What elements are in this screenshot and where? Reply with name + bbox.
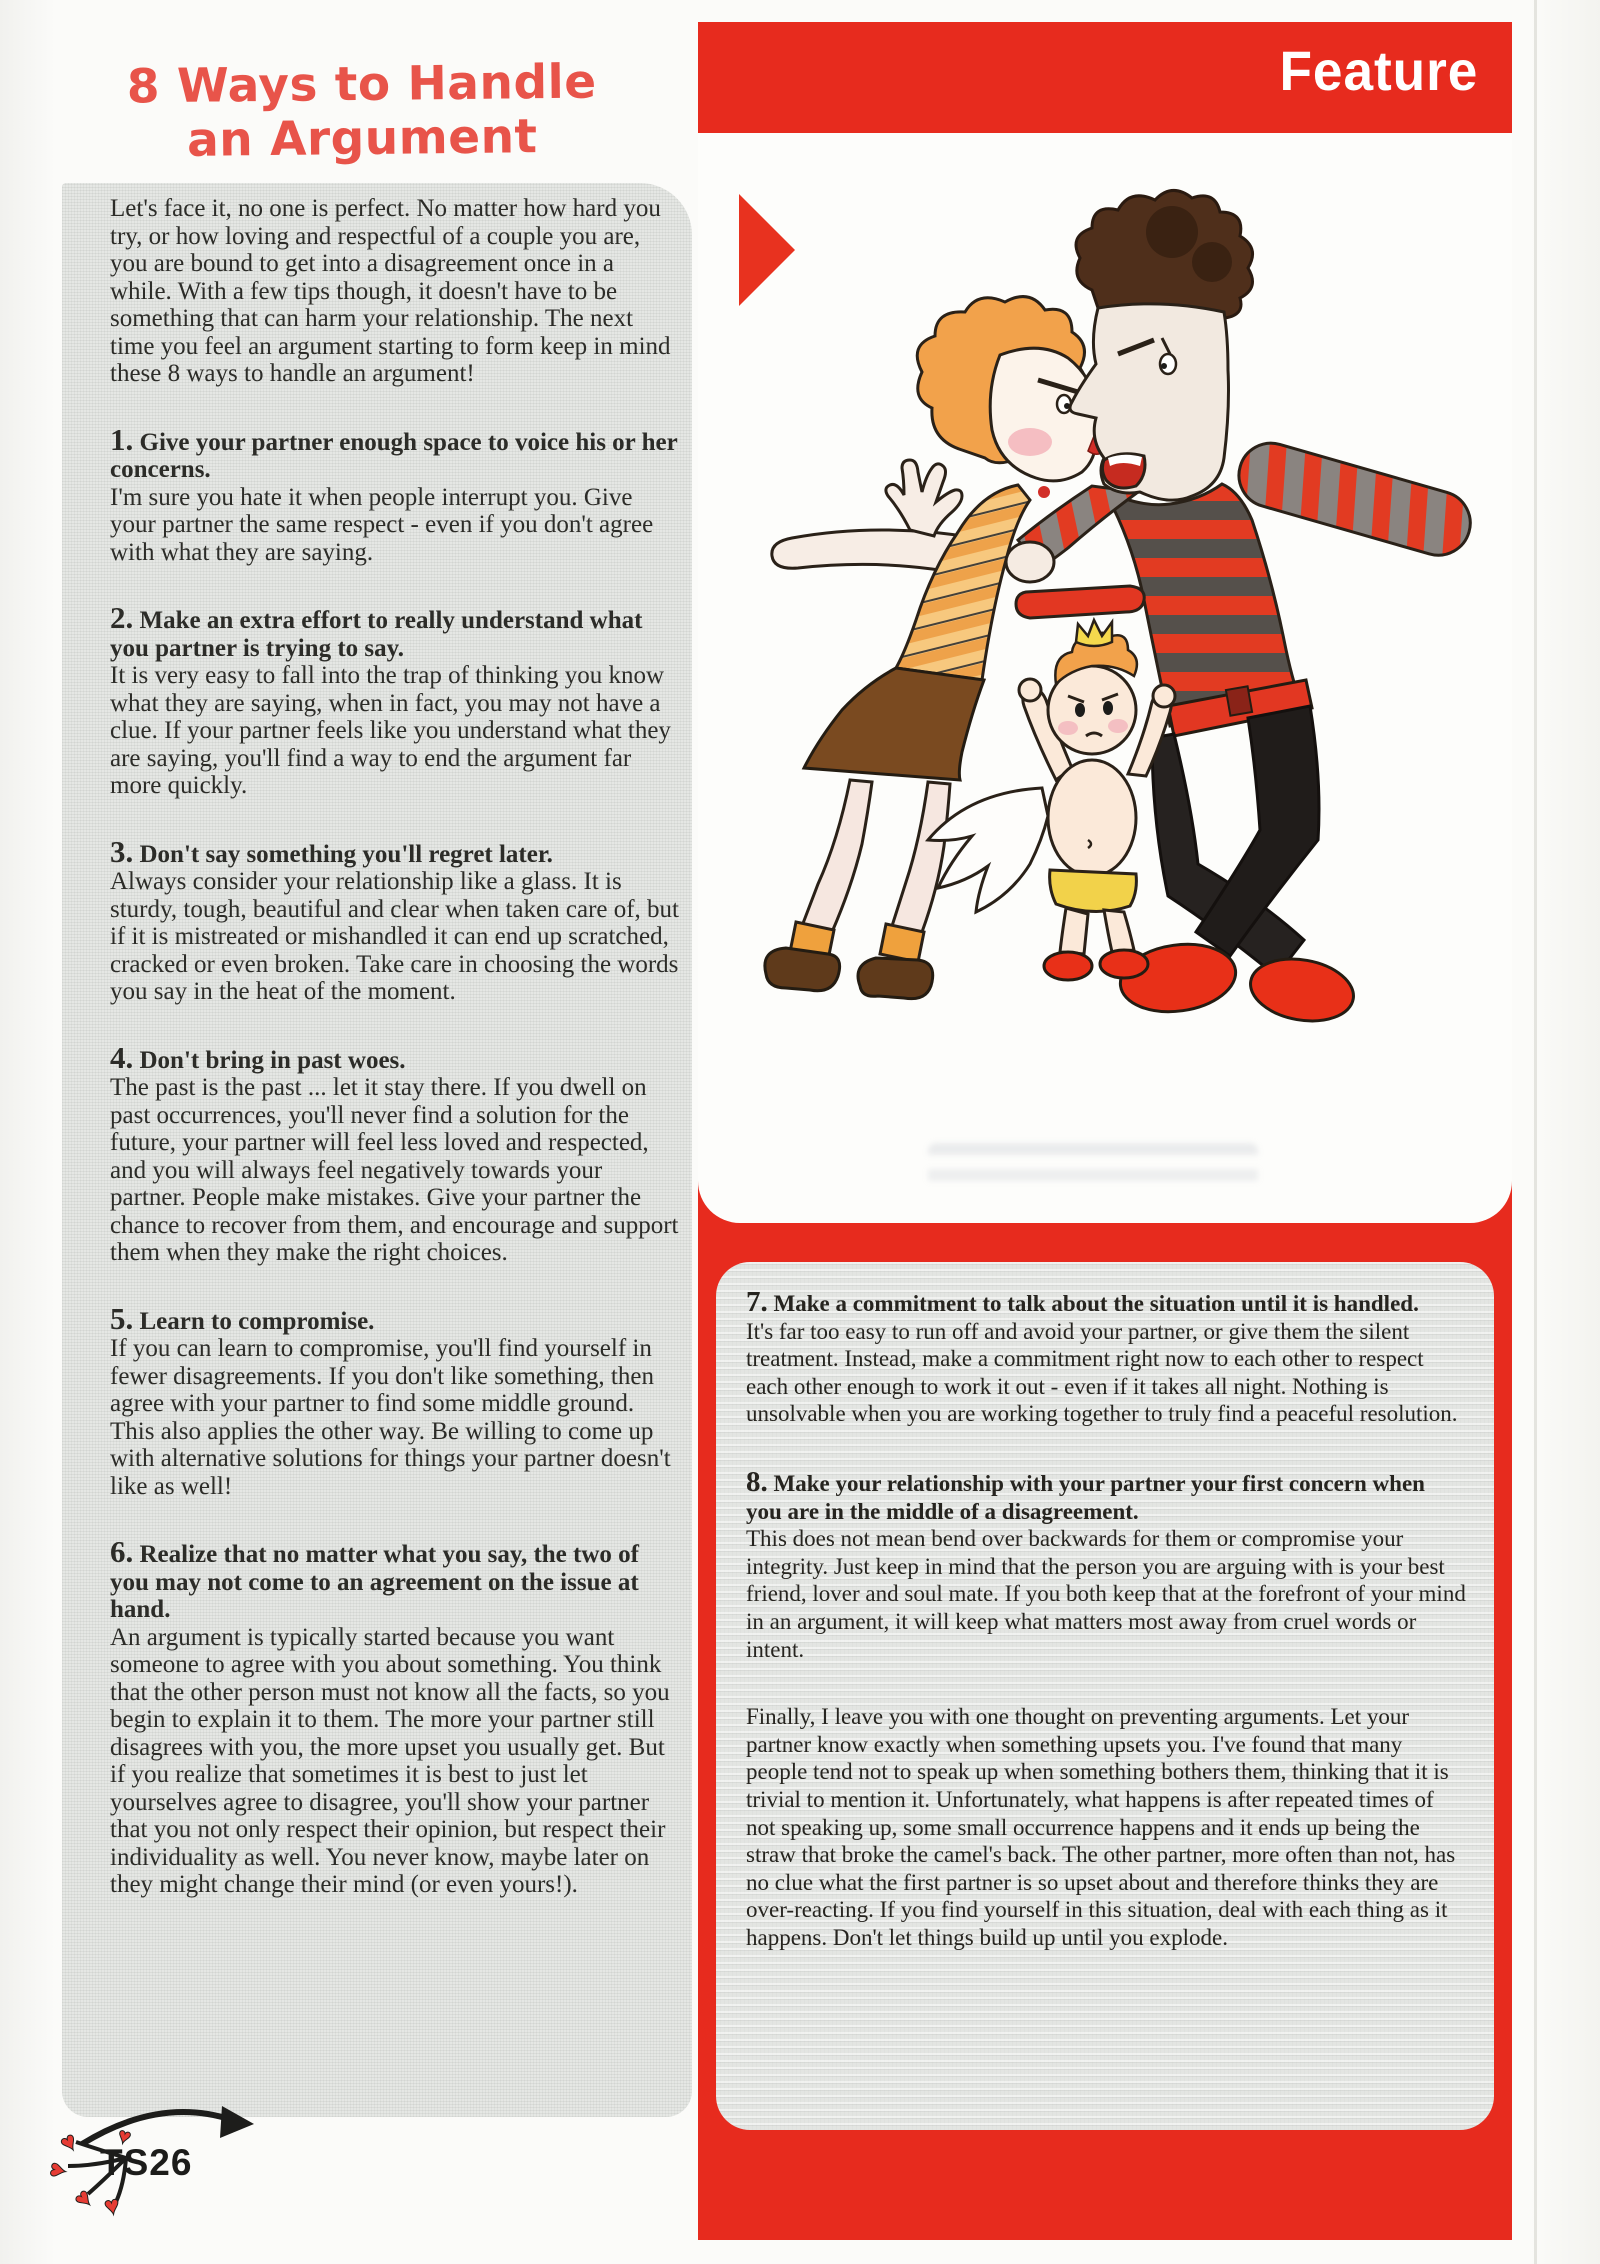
red-triangle-icon bbox=[739, 194, 795, 306]
point-6 bbox=[110, 1536, 682, 1899]
point-4-heading-text: Don't bring in past woes. bbox=[139, 1046, 406, 1074]
point-5 bbox=[110, 1300, 682, 1501]
point-8-body: This does not mean bend over backwards for them or compromise your integrity. Just keep in mind that the person you are arguing with is your best friend, lover and soul mate. If you both keep that at the forefront of your mind in an argument, it will keep what matters most away from cruel words or intent. bbox=[746, 1526, 1466, 1662]
feature-banner-label: Feature bbox=[1279, 39, 1478, 102]
point-6-heading bbox=[110, 1536, 682, 1624]
cupid-crown bbox=[1076, 620, 1112, 646]
svg-text:♥: ♥ bbox=[41, 2160, 73, 2181]
point-2-heading-text: Make an extra effort to really understand what you partner is trying to say. bbox=[110, 607, 643, 662]
point-6-heading-text: Realize that no matter what you say, the two of you may not come to an agreement on the issue at hand. bbox=[110, 1541, 639, 1623]
point-4-heading bbox=[110, 1039, 682, 1075]
cupid-diaper bbox=[1050, 870, 1137, 912]
point-4 bbox=[110, 1039, 682, 1267]
point-8-number: 8. bbox=[746, 1465, 768, 1498]
point-8 bbox=[746, 1465, 1466, 1663]
point-7-number: 7. bbox=[746, 1286, 768, 1318]
point-2-heading bbox=[110, 602, 682, 662]
point-7 bbox=[746, 1288, 1466, 1428]
point-5-body: If you can learn to compromise, you'll find yourself in fewer disagreements. If you don't like something, then agree with your partner to find some middle ground. This also applies the other way. Be willing to come up with alternative solutions for things your partner doesn't like as well! bbox=[110, 1335, 671, 1500]
svg-text:♥: ♥ bbox=[101, 2190, 123, 2222]
right-text-panel bbox=[716, 1262, 1494, 2130]
point-1-heading bbox=[110, 421, 682, 484]
point-3-body: Always consider your relationship like a glass. It is sturdy, tough, beautiful and clear when taken care of, but if it is mistreated or mishandled it can end up scratched, cracked or even broken. Take care in choosing the words you say in the heat of the moment. bbox=[110, 868, 680, 1005]
point-8-heading-text: Make your relationship with your partner your first concern when you are in the middle of a disagreement. bbox=[746, 1470, 1425, 1524]
man-extended-arm bbox=[1231, 436, 1477, 563]
left-text-column bbox=[62, 183, 692, 2117]
point-4-number: 4. bbox=[110, 1039, 134, 1075]
ts26-label: TS26 bbox=[100, 2142, 193, 2183]
point-4-body: The past is the past ... let it stay there. If you dwell on past occurrences, you'll never find a solution for the future, your partner will feel less loved and respected, and you will always feel negatively towards your partner. People make mistakes. Give your partner the chance to recover from them, and encourage and support them when they make the right choices. bbox=[110, 1074, 679, 1266]
point-3-heading-text: Don't say something you'll regret later. bbox=[139, 840, 553, 868]
article-title-line1: 8 Ways to Handle bbox=[126, 54, 597, 115]
svg-text:♥: ♥ bbox=[54, 2126, 83, 2159]
point-5-heading-text: Learn to compromise. bbox=[139, 1307, 375, 1335]
point-1-body: I'm sure you hate it when people interrupt you. Give your partner the same respect - even if you don't agree with what they are saying. bbox=[110, 483, 654, 566]
arrow-arc-icon bbox=[82, 2112, 232, 2144]
page-edge-shadow bbox=[1534, 0, 1537, 2264]
point-1-number: 1. bbox=[110, 421, 134, 457]
article-title bbox=[81, 55, 642, 169]
svg-text:♥: ♥ bbox=[67, 2182, 100, 2215]
point-3 bbox=[110, 833, 682, 1006]
point-1 bbox=[110, 421, 682, 567]
point-7-heading-text: Make a commitment to talk about the situation until it is handled. bbox=[773, 1291, 1419, 1316]
point-5-number: 5. bbox=[110, 1300, 134, 1336]
article-title-line2: an Argument bbox=[186, 109, 538, 168]
point-6-number: 6. bbox=[110, 1534, 134, 1569]
point-7-body: It's far too easy to run off and avoid your partner, or give them the silent treatment. Instead, make a commitment right now to each other to respect each other enough to work it out - even if it takes all night. Nothing is unsolvable when you are working together to truly find a peaceful resolution. bbox=[746, 1318, 1458, 1427]
point-2-number: 2. bbox=[110, 600, 134, 635]
arguing-couple-cartoon bbox=[700, 140, 1512, 1220]
point-6-body: An argument is typically started because you want someone to agree with you about something. You think that the other person must not know all the facts, so you begin to explain it to them. The more your partner still disagrees with you, the more upset you usually get. But if you realize that sometimes it is best to just let yourselves agree to disagree, you'll show your partner that you not only respect their opinion, but respect their individuality as well. You never know, maybe later on they might change their mind (or even yours!). bbox=[110, 1623, 670, 1898]
point-7-heading bbox=[746, 1288, 1466, 1318]
point-2-body: It is very easy to fall into the trap of thinking you know what they are saying, when in fact, you may not have a clue. If your partner feels like you understand what they are saying, you'll find a way to end the argument far more quickly. bbox=[110, 662, 671, 799]
point-1-heading-text: Give your partner enough space to voice his or her concerns. bbox=[110, 428, 678, 483]
intro-paragraph: Let's face it, no one is perfect. No matter how hard you try, or how loving and respectful of a couple you are, you are bound to get into a disagreement once in a while. With a few tips though, it doesn't have to be something that can harm your relationship. The next time you feel an argument starting to form keep in mind these 8 ways to handle an argument! bbox=[110, 195, 671, 387]
svg-text:♥: ♥ bbox=[114, 2122, 134, 2150]
man-face bbox=[1070, 304, 1229, 500]
closing-paragraph: Finally, I leave you with one thought on preventing arguments. Let your partner know exactly when something upsets you. I've found that many people tend not to speak up when something bothers them, thinking that it is trivial to mention it. Unfortunately, what happens is after repeated times of not speaking up, some small occurrence happens and it ends up being the straw that broke the camel's back. The other partner, more often than not, has no clue what the first partner is so upset about and therefore thinks they are over-reacting. If you find yourself in this situation, deal with each thing as it happens. Don't let things build up until you explode. bbox=[746, 1704, 1456, 1950]
point-8-heading bbox=[746, 1465, 1466, 1525]
ts26-logo bbox=[30, 2092, 310, 2232]
point-3-number: 3. bbox=[110, 833, 134, 869]
point-2 bbox=[110, 602, 682, 800]
point-5-heading bbox=[110, 1300, 682, 1336]
point-3-heading bbox=[110, 833, 682, 869]
